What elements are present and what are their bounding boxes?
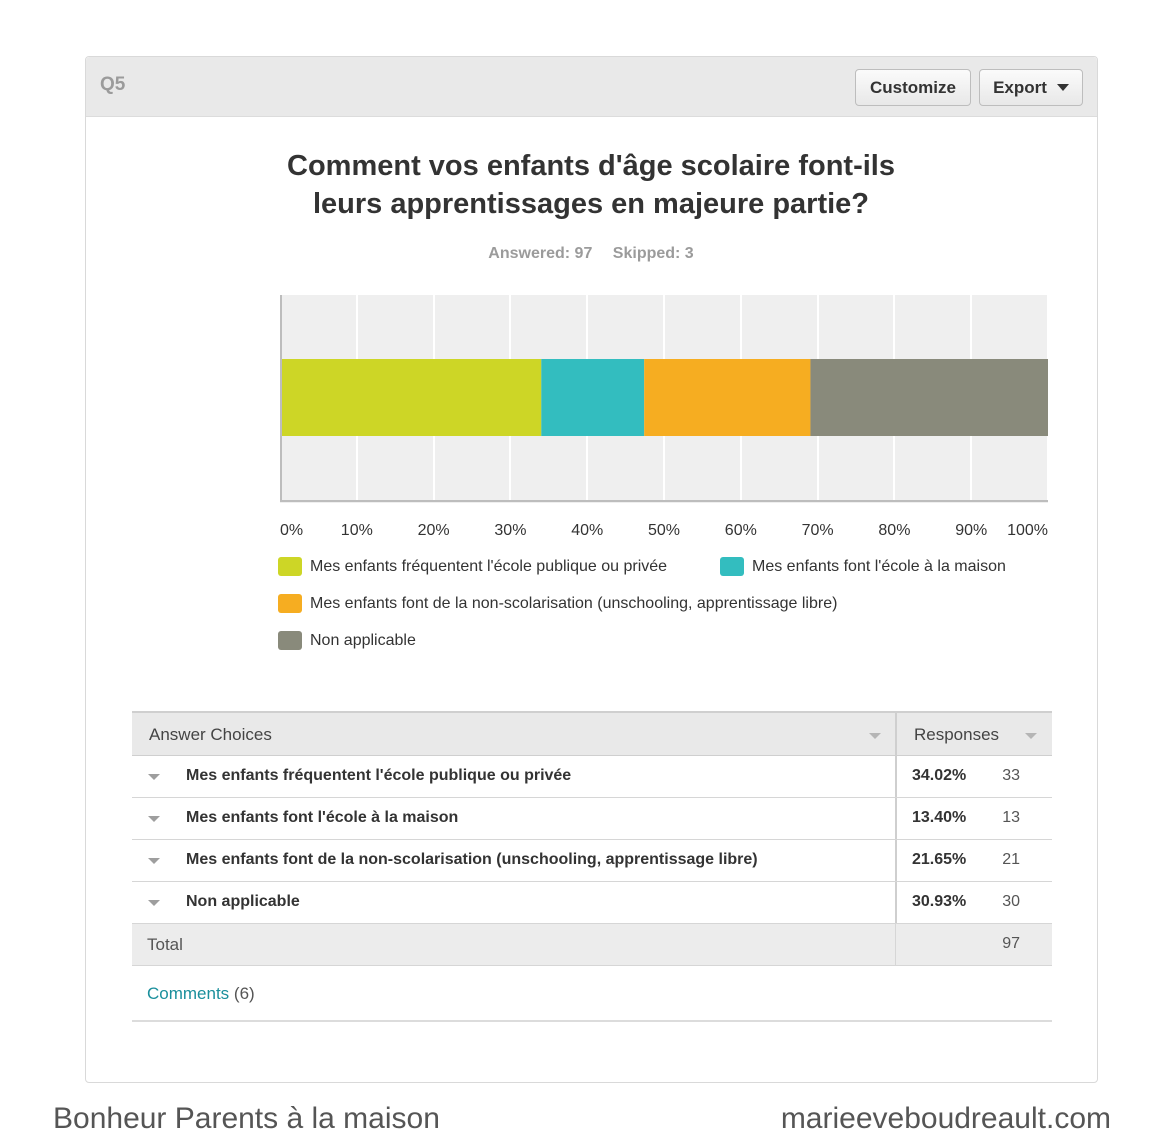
comments-link[interactable]: Comments (147, 984, 230, 1003)
column-divider (895, 713, 897, 755)
legend-swatch (720, 557, 744, 576)
column-divider (895, 798, 897, 839)
table-row (132, 840, 1052, 882)
responses-header[interactable]: Responses (914, 725, 1000, 744)
x-tick-label: 60% (724, 522, 757, 539)
total-count: 97 (1002, 935, 1020, 952)
response-count: 30 (1002, 893, 1020, 910)
footer-right-text: marieeveboudreault.com (780, 1102, 1111, 1135)
expand-row-icon[interactable] (148, 774, 160, 780)
response-percent: 21.65% (912, 851, 967, 868)
x-tick-label: 0% (280, 522, 304, 539)
response-count: 21 (1002, 851, 1020, 868)
question-card (85, 56, 1098, 1083)
column-divider (895, 840, 897, 881)
chart-svg (280, 295, 1048, 503)
x-axis-ticks (280, 522, 1048, 542)
export-label: Export (993, 77, 1047, 97)
chevron-down-icon (1057, 84, 1069, 91)
expand-row-icon[interactable] (148, 900, 160, 906)
total-row (132, 924, 1052, 966)
table-row (132, 798, 1052, 840)
legend-swatch (278, 594, 302, 613)
answer-table (132, 711, 1052, 1022)
answer-choice: Mes enfants fréquentent l'école publique ou privée (186, 767, 572, 784)
column-divider (895, 882, 897, 923)
legend-label: Non applicable (310, 631, 416, 649)
table-row (132, 882, 1052, 924)
bar-segment-4[interactable] (810, 359, 1048, 436)
response-percent: 34.02% (912, 767, 967, 784)
answer-choice: Non applicable (186, 893, 300, 910)
card-header (86, 57, 1097, 117)
response-percent: 30.93% (912, 893, 967, 910)
x-tick-label: 20% (417, 522, 450, 539)
x-tick-label: 30% (494, 522, 527, 539)
footer-left-text: Bonheur Parents à la maison (53, 1102, 440, 1135)
x-tick-label: 100% (1007, 522, 1048, 539)
sort-responses-icon[interactable] (1025, 733, 1037, 739)
legend-swatch (278, 557, 302, 576)
bar-segment-2[interactable] (541, 359, 644, 436)
comments-row (132, 966, 1052, 1022)
x-tick-label: 70% (801, 522, 834, 539)
column-divider (895, 756, 897, 797)
customize-button[interactable] (855, 69, 971, 106)
expand-row-icon[interactable] (148, 858, 160, 864)
x-tick-label: 50% (648, 522, 681, 539)
question-title-line2: leurs apprentissages en majeure partie? (312, 188, 870, 220)
expand-row-icon[interactable] (148, 816, 160, 822)
answer-choice: Mes enfants font de la non-scolarisation (unschooling, apprentissage libre) (186, 851, 758, 868)
legend-item (278, 594, 837, 613)
legend-label: Mes enfants font l'école à la maison (752, 557, 1006, 575)
x-tick-label: 80% (878, 522, 911, 539)
table-row (132, 756, 1052, 798)
question-title (266, 147, 916, 223)
customize-label: Customize (870, 77, 956, 97)
response-percent: 13.40% (912, 809, 967, 826)
response-stats (426, 245, 756, 263)
answered-count: Answered: 97 (488, 245, 593, 262)
stacked-bar-chart (280, 295, 1048, 503)
x-tick-label: 90% (955, 522, 988, 539)
bar-segment-3[interactable] (644, 359, 810, 436)
legend-item (278, 557, 667, 576)
legend-item (720, 557, 1006, 576)
total-label: Total (147, 935, 183, 954)
export-button[interactable] (979, 69, 1083, 106)
bar-segment-1[interactable] (280, 359, 541, 436)
answer-choices-header[interactable]: Answer Choices (149, 725, 272, 744)
comments-count: (6) (233, 984, 255, 1003)
sort-choices-icon[interactable] (869, 733, 881, 739)
question-number: Q5 (100, 74, 126, 95)
column-divider (895, 924, 896, 965)
comments-link-wrapper (147, 984, 255, 1004)
answer-choice: Mes enfants font l'école à la maison (186, 809, 459, 826)
x-tick-label: 10% (340, 522, 373, 539)
legend-swatch (278, 631, 302, 650)
legend-item (278, 631, 416, 650)
table-header (132, 711, 1052, 756)
response-count: 33 (1002, 767, 1020, 784)
question-title-line1: Comment vos enfants d'âge scolaire font-ils (287, 150, 895, 182)
legend-label: Mes enfants fréquentent l'école publique ou privée (310, 557, 668, 575)
x-tick-label: 40% (571, 522, 604, 539)
legend-label: Mes enfants font de la non-scolarisation (unschooling, apprentissage libre) (310, 594, 838, 612)
skipped-count: Skipped: 3 (612, 245, 694, 262)
response-count: 13 (1002, 809, 1020, 826)
